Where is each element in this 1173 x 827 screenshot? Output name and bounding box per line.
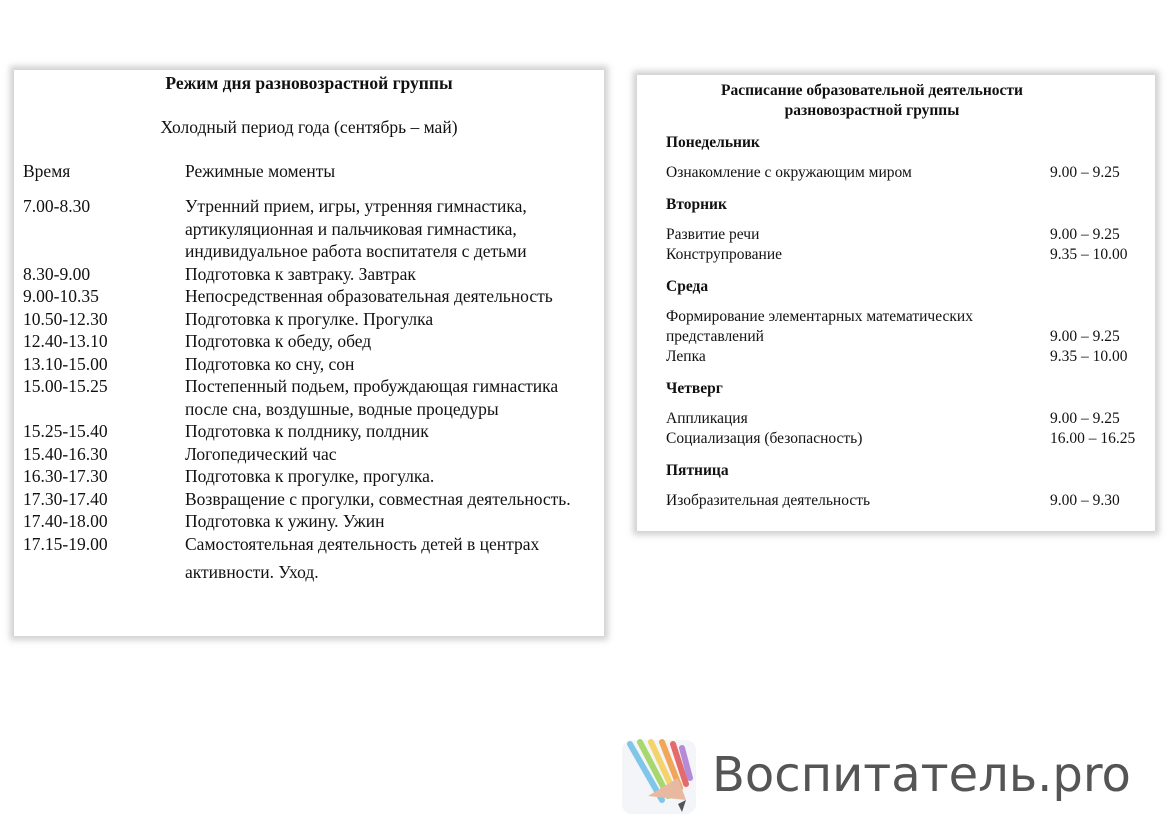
row-description: Возвращение с прогулки, совместная деятельность. (185, 488, 571, 509)
row-description: Постепенный подьем, пробуждающая гимнастика после сна, воздушные, водные процедуры (185, 376, 559, 419)
column-header-time: Время (23, 161, 71, 181)
day-name: Четверг (666, 380, 723, 397)
row-description: Подготовка к полднику, полдник (185, 421, 429, 441)
activity-time: 16.00 – 16.25 (1050, 430, 1136, 447)
row-description: Непосредственная образовательная деятельность (185, 286, 553, 306)
row-time: 15.00-15.25 (23, 376, 108, 396)
row-time: 8.30-9.00 (23, 263, 91, 284)
schedule-row (14, 465, 604, 488)
daily-schedule-panel (14, 70, 604, 636)
day-wednesday (666, 277, 1152, 367)
activity-row (666, 225, 1152, 245)
schedule-row (14, 285, 604, 308)
activity-row (666, 429, 1152, 449)
row-time: 12.40-13.10 (23, 331, 108, 351)
row-description: Подготовка к прогулке. Прогулка (185, 308, 434, 329)
schedule-row (14, 330, 604, 353)
schedule-row (14, 488, 604, 511)
row-description: Подготовка к ужину. Ужин (185, 511, 385, 531)
column-header-moments: Режимные моменты (185, 161, 336, 181)
row-description: Подготовка к прогулке, прогулка. (185, 466, 435, 486)
schedule-row (14, 353, 604, 376)
row-description: Самостоятельная деятельность детей в центрах активности. Уход. (185, 533, 540, 582)
row-description: Подготовка к обеду, обед (185, 331, 372, 351)
activity-name: Лепка (666, 348, 706, 365)
activity-name: Аппликация (666, 410, 748, 427)
schedule-title: Режим дня разновозрастной группы (165, 73, 453, 93)
activity-row (666, 307, 1152, 347)
day-name: Понедельник (666, 134, 760, 151)
row-description: Утренний прием, игры, утренняя гимнастика, артикуляционная и пальчиковая гимнастика, индивидуальное работа воспитателя с детьми (185, 196, 527, 261)
row-time: 16.30-17.30 (23, 466, 108, 486)
activity-time: 9.00 – 9.25 (1050, 328, 1120, 345)
day-monday (666, 133, 1152, 183)
row-time: 15.40-16.30 (23, 443, 108, 464)
row-time: 7.00-8.30 (23, 196, 91, 216)
activity-name: Изобразительная деятельность (666, 492, 871, 509)
education-timetable-panel (637, 75, 1155, 531)
row-time: 17.40-18.00 (23, 511, 108, 531)
timetable-body (666, 133, 1152, 523)
schedule-row (14, 533, 604, 586)
activity-time: 9.00 – 9.25 (1050, 410, 1120, 427)
row-description: Логопедический час (185, 443, 337, 464)
row-time: 10.50-12.30 (23, 308, 108, 329)
activity-name: Развитие речи (666, 226, 760, 243)
activity-row (666, 491, 1152, 511)
schedule-table (14, 195, 604, 586)
schedule-row (14, 195, 604, 263)
schedule-row (14, 420, 604, 443)
row-time: 17.15-19.00 (23, 533, 108, 554)
timetable-title (637, 81, 1107, 121)
activity-time: 9.00 – 9.25 (1050, 164, 1120, 181)
schedule-row (14, 443, 604, 466)
activity-name: Ознакомление с окружающим миром (666, 164, 912, 181)
row-description: Подготовка к завтраку. Завтрак (185, 263, 416, 284)
activity-name: Конструпрование (666, 246, 783, 263)
row-time: 9.00-10.35 (23, 286, 99, 306)
activity-row (666, 163, 1152, 183)
brand-logo[interactable] (620, 738, 1160, 818)
timetable-title-line-1: Расписание образовательной деятельности (721, 82, 1023, 99)
day-tuesday (666, 195, 1152, 265)
activity-time: 9.00 – 9.30 (1050, 492, 1120, 509)
day-friday (666, 461, 1152, 511)
activity-row (666, 347, 1152, 367)
activity-name: Социализация (безопасность) (666, 430, 863, 447)
activity-row (666, 409, 1152, 429)
row-time: 17.30-17.40 (23, 488, 108, 509)
day-name: Вторник (666, 196, 727, 213)
day-name: Среда (666, 278, 709, 295)
activity-name: Формирование элементарных математических представлений (666, 308, 973, 345)
schedule-row (14, 375, 604, 420)
schedule-row (14, 263, 604, 286)
timetable-title-line-2: разновозрастной группы (784, 102, 960, 119)
activity-time: 9.35 – 10.00 (1050, 246, 1128, 263)
activity-row (666, 245, 1152, 265)
schedule-subtitle: Холодный период года (сентябрь – май) (160, 117, 458, 137)
row-description: Подготовка ко сну, сон (185, 353, 355, 374)
brand-name: Воспитатель.pro (712, 747, 1131, 803)
day-name: Пятница (666, 462, 729, 479)
schedule-row (14, 308, 604, 331)
pencils-logo-icon (620, 738, 698, 816)
row-time: 15.25-15.40 (23, 421, 108, 441)
day-thursday (666, 379, 1152, 449)
activity-time: 9.00 – 9.25 (1050, 226, 1120, 243)
activity-time: 9.35 – 10.00 (1050, 348, 1128, 365)
row-time: 13.10-15.00 (23, 353, 108, 374)
